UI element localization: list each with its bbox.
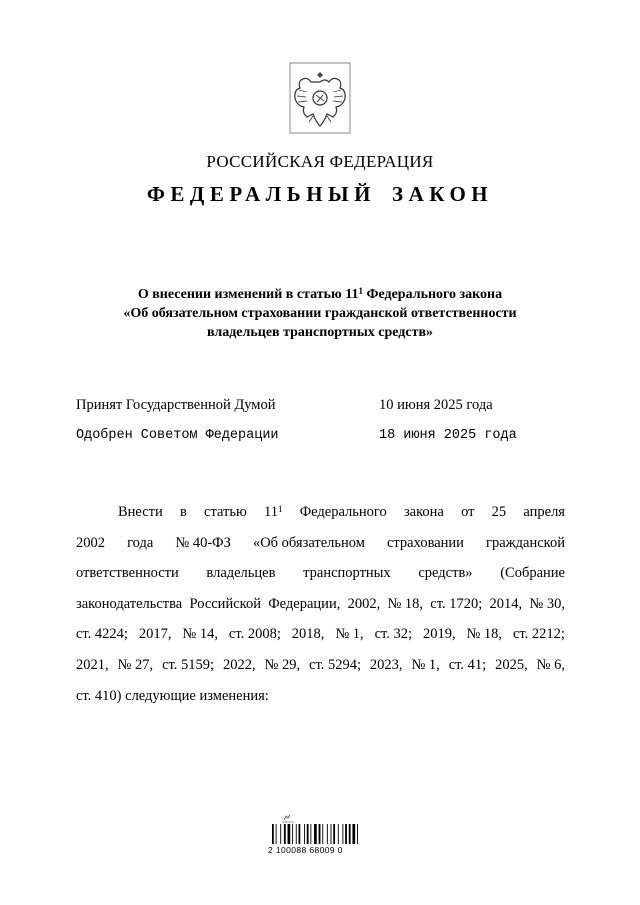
body-word: владельцев xyxy=(206,565,276,582)
body-line xyxy=(76,558,565,589)
body-word: 2002 xyxy=(76,534,105,551)
body-word: № 30, xyxy=(529,595,565,612)
article-superscript: 1 xyxy=(358,286,363,296)
body-word: года xyxy=(127,534,154,551)
body-word: Внести xyxy=(118,504,163,520)
article-superscript: 1 xyxy=(278,504,283,514)
document-type-word-2: ЗАКОН xyxy=(392,182,494,206)
body-line xyxy=(76,589,565,620)
document-type xyxy=(0,182,640,207)
barcode-bars xyxy=(272,824,358,844)
law-body-paragraph xyxy=(76,497,565,711)
coat-of-arms-icon xyxy=(289,62,351,134)
body-word: № 40-ФЗ xyxy=(175,534,231,551)
body-word: «Об обязательном xyxy=(252,534,365,551)
body-word: № 18, xyxy=(387,595,424,612)
duma-adoption-label: Принят Государственной Думой xyxy=(76,397,276,413)
body-word: 2017, xyxy=(138,626,172,643)
body-word: ст. 2212; xyxy=(512,626,565,643)
body-line xyxy=(76,497,565,528)
body-word: № 1, xyxy=(411,656,440,673)
body-word: ст. 32; xyxy=(374,626,413,643)
law-title xyxy=(60,285,580,342)
body-word: ст. 5294; xyxy=(309,656,361,673)
body-word: ст. 4224; xyxy=(76,626,128,643)
law-title-line-1-text: О внесении изменений в статью 11 xyxy=(137,287,359,302)
body-word: транспортных xyxy=(303,565,391,582)
body-word: № 6, xyxy=(536,656,565,673)
body-word: гражданской xyxy=(486,534,565,551)
body-word: Федерального xyxy=(299,504,387,520)
body-word: 25 xyxy=(491,504,507,520)
council-approval-label: Одобрен Советом Федерации xyxy=(76,428,279,443)
body-line xyxy=(76,619,565,650)
body-word: 2002, xyxy=(347,595,381,612)
body-word: № 14, xyxy=(182,626,218,643)
body-word: 2018, xyxy=(291,626,325,643)
body-word: (Собрание xyxy=(500,565,565,582)
body-word: 2021, xyxy=(76,656,109,673)
body-word: ст. 41; xyxy=(448,656,487,673)
body-word: 2022, xyxy=(222,656,256,673)
body-word: страховании xyxy=(386,534,464,551)
body-word: ст. 5159; xyxy=(162,656,215,673)
body-line xyxy=(76,650,565,681)
body-word: 2025, xyxy=(495,656,528,673)
body-word: закона xyxy=(403,504,444,520)
body-word: № 1, xyxy=(335,626,364,643)
law-title-line-1 xyxy=(60,285,580,304)
body-word: ответственности xyxy=(76,565,179,582)
barcode-number: 2 100088 68009 0 xyxy=(268,845,343,855)
barcode-mark-icon xyxy=(282,815,294,822)
law-title-line-3: владельцев транспортных средств» xyxy=(206,325,434,340)
body-word: $11^1$ xyxy=(264,504,283,520)
body-line-last: ст. 410) следующие изменения: xyxy=(76,687,269,704)
body-word: в xyxy=(179,504,187,520)
law-title-line-2: «Об обязательном страховании гражданской ответственности xyxy=(123,306,517,321)
body-word: Российской xyxy=(189,595,261,612)
country-name: РОССИЙСКАЯ ФЕДЕРАЦИЯ xyxy=(206,152,434,171)
body-word: 2019, xyxy=(422,626,456,643)
body-word: ст. 2008; xyxy=(228,626,281,643)
body-word: № 29, xyxy=(264,656,301,673)
council-approval-date: 18 июня 2025 года xyxy=(379,428,517,443)
law-title-line-1-tail: Федерального закона xyxy=(362,287,503,302)
body-word: № 27, xyxy=(117,656,154,673)
body-word: 2023, xyxy=(369,656,403,673)
body-word: Федерации, xyxy=(268,595,341,612)
body-word: ст. 1720; xyxy=(430,595,483,612)
document-type-word-1: ФЕДЕРАЛЬНЫЙ xyxy=(146,182,376,206)
body-word: статью xyxy=(204,504,247,520)
body-line xyxy=(76,528,565,559)
body-word: от xyxy=(461,504,475,520)
body-word: 2014, xyxy=(489,595,523,612)
body-word: № 18, xyxy=(466,626,503,643)
body-word: средств» xyxy=(418,565,473,582)
body-word: законодательства xyxy=(76,595,183,612)
body-word: апреля xyxy=(523,504,565,520)
duma-adoption-date: 10 июня 2025 года xyxy=(379,397,493,413)
